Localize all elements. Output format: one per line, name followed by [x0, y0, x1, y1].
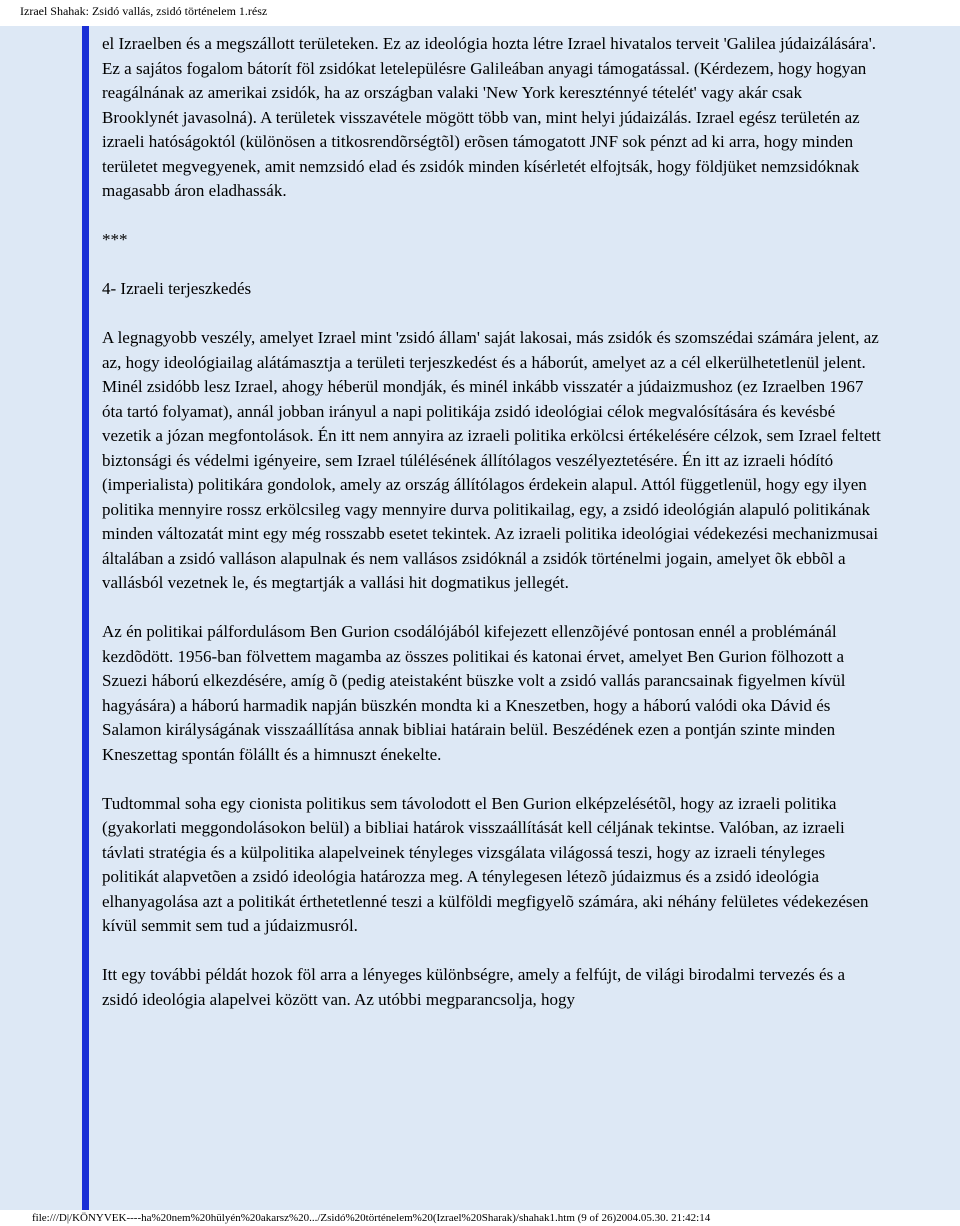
- section-separator: ***: [102, 230, 128, 249]
- paragraph-example: Itt egy további példát hozok föl arra a lényeges különbségre, amely a felfújt, de világi birodalmi tervezés és a zsidó ideológia alapelvei között van. Az utóbbi megparancsolja, hogy: [102, 965, 846, 1009]
- page-header-title: Izrael Shahak: Zsidó vallás, zsidó történelem 1.rész: [20, 4, 268, 18]
- page-footer-path: file:///D|/KÖNYVEK----ha%20nem%20hülyén%20akarsz%20.../Zsidó%20történelem%20(Izrael%20Sharak)/shahak1.htm (9 of 26)2004.05.30. 21:42:14: [32, 1212, 711, 1224]
- section-heading: 4- Izraeli terjeszkedés: [102, 279, 252, 298]
- article-content: [102, 32, 882, 1012]
- blockquote-bar: [82, 26, 89, 1210]
- paragraph-ben-gurion: Az én politikai pálfordulásom Ben Gurion csodálójából kifejezett ellenzõjévé pontosan ennél a problémánál kezdõdött. 1956-ban fölvettem magamba az összes politikai és katonai érvet, amelyet Ben Gurion fölhozott a Szuezi háború elkezdésére, amíg õ (pedig ateistaként büszke volt a zsidó vallás parancsainak figyelmen kívül hagyására) a háború harmadik napján büszkén mondta ki a Kneszetben, hogy a háború valódi oka Dávid és Salamon királyságának visszaállítása annak bibliai határain belül. Beszédének ezen a pontján szinte minden Kneszettag spontán fölállt és a himnuszt énekelte.: [102, 622, 846, 764]
- paragraph-danger: A legnagyobb veszély, amelyet Izrael mint 'zsidó állam' saját lakosai, más zsidók és szomszédai számára jelent, az az, hogy ideológiailag alátámasztja a területi terjeszkedést és a háborút, amelyet az a cél elkerülhetetlenül jelent. Minél zsidóbb lesz Izrael, ahogy héberül mondják, és minél inkább visszatér a júdaizmushoz (ez Izraelben 1967 óta tartó folyamat), annál jobban irányul a napi politikája zsidó ideológiai célok megvalósítására és kevésbé vezetik a józan megfontolások. Én itt nem annyira az izraeli politika erkölcsi értékelésére célzok, sem Izrael feltett biztonsági és védelmi igényeire, sem Izrael túlélésének állítólagos veszélyeztetésére. Én itt az izraeli hódító (imperialista) politikára gondolok, amely az ország állítólagos érdekein alapul. Attól függetlenül, hogy egy ilyen politika mennyire rossz erkölcsileg vagy mennyire durva politikailag, egy, a zsidó ideológián alapuló politikának minden változatát mint egy még rosszabb esetet tekintek. Az izraeli politika ideológiai védekezési mechanizmusai általában a zsidó valláson alapulnak és nem vallásos zsidóknál a zsidók történelmi jogain, amelyet õk ebbõl a vallásból vezetnek le, és megtartják a vallási hit dogmatikus jellegét.: [102, 328, 881, 592]
- paragraph-intro: el Izraelben és a megszállott területeken. Ez az ideológia hozta létre Izrael hivatalos terveit 'Galilea júdaizálására'. Ez a sajátos fogalom bátorít föl zsidókat letelepülésre Galileában anyagi támogatással. (Kérdezem, hogy hogyan reagálnának az amerikai zsidók, ha az országban valaki 'New York kereszténnyé tételét' vagy akár csak Brooklynét javasolná). A területek visszavétele mögött több van, mint helyi júdaizálás. Izrael egész területén az izraeli hatóságoktól (különösen a titkosrendõrségtõl) erõsen támogatott JNF sok pénzt ad ki arra, hogy minden területet megvegyenek, amit nemzsidó elad és zsidók minden kísérletét elfojtsák, hogy földjüket nemzsidóknak magasabb áron eladhassák.: [102, 34, 877, 200]
- paragraph-zionist-policy: Tudtommal soha egy cionista politikus sem távolodott el Ben Gurion elképzelésétõl, hogy az izraeli politika (gyakorlati meggondolásokon belül) a bibliai határok visszaállítását kell céljának tekintse. Valóban, az izraeli távlati stratégia és a külpolitika alapelveinek tényleges vizsgálata világossá teszi, hogy az izraeli tényleges politikát alapvetõen a zsidó ideológia határozza meg. A ténylegesen létezõ júdaizmus és a zsidó ideológia elhanyagolása azt a politikát érthetetlenné teszi a külföldi megfigyelõ számára, aki néhány felületes védekezésen kívül semmit sem tud a júdaizmusról.: [102, 793, 869, 935]
